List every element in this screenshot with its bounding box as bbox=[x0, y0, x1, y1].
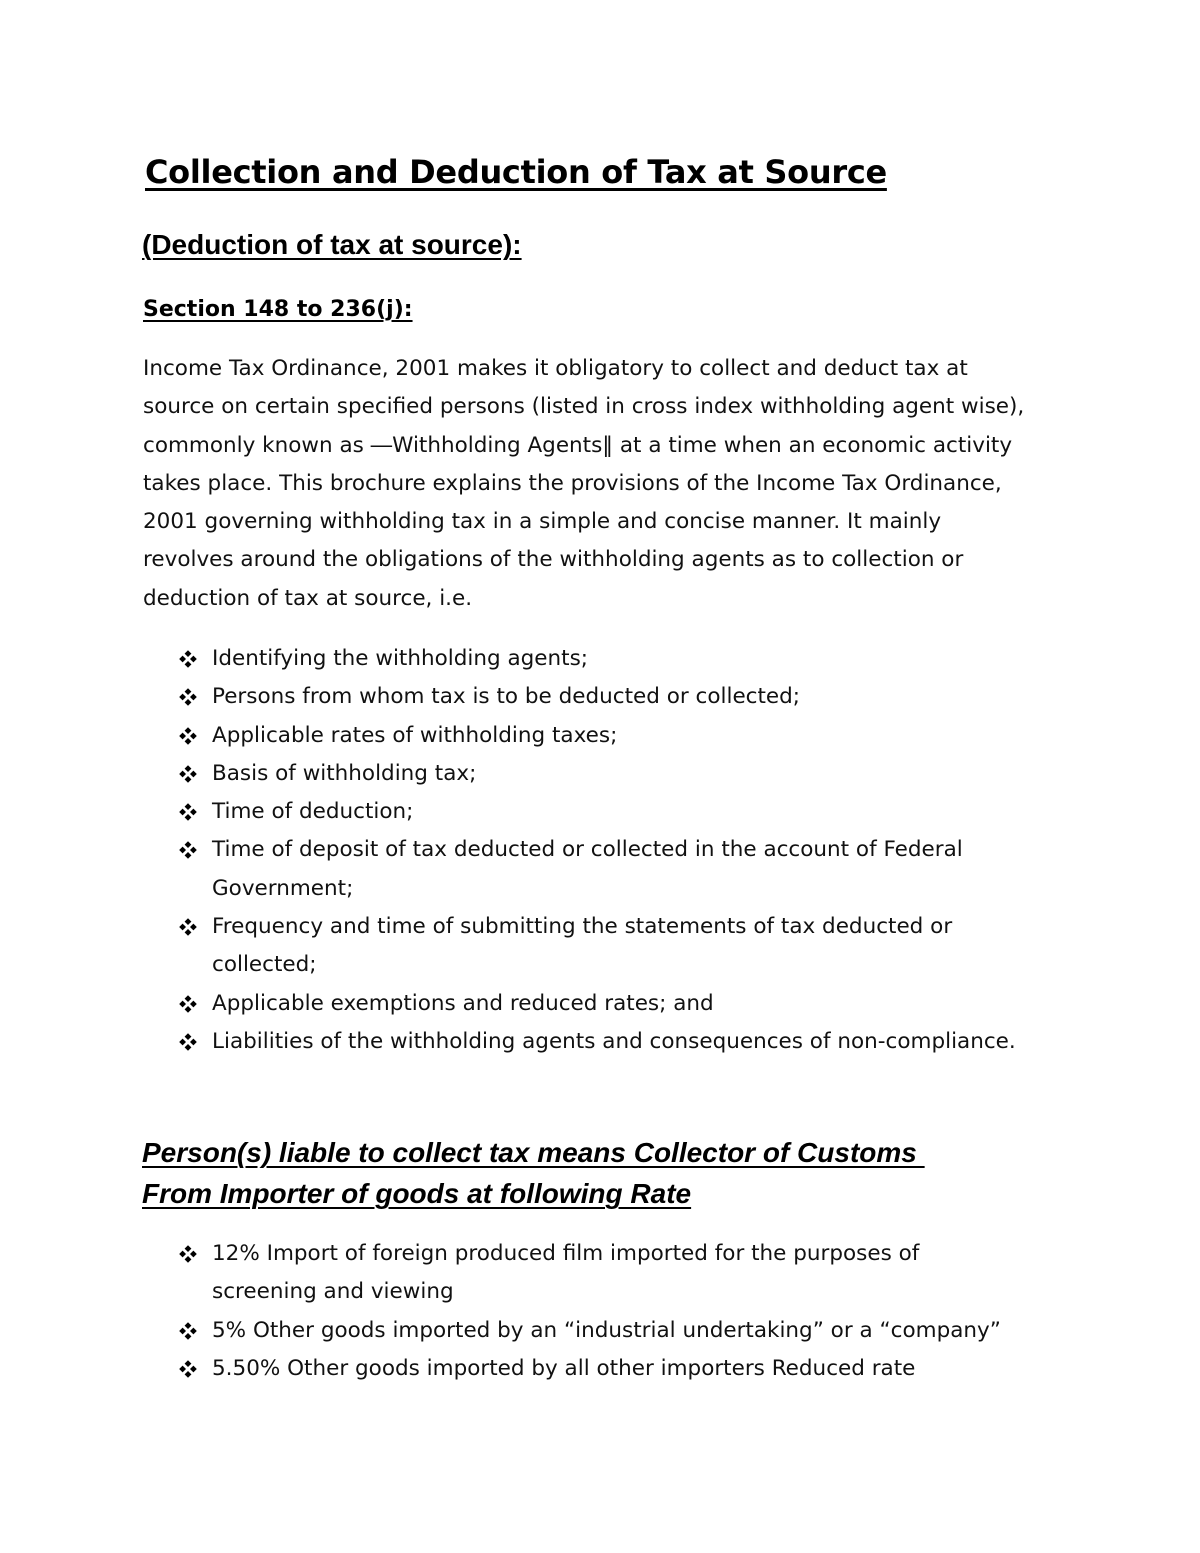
four-diamond-bullet-icon bbox=[177, 831, 199, 869]
heading-line: Person(s) liable to collect tax means Collector of Customs bbox=[142, 1137, 925, 1168]
list-item bbox=[143, 1023, 1103, 1061]
list-item-text: collected; bbox=[212, 952, 317, 978]
list-item bbox=[143, 678, 1103, 716]
four-diamond-bullet-icon bbox=[177, 640, 199, 678]
list-item bbox=[143, 831, 1103, 908]
intro-paragraph bbox=[143, 350, 1073, 618]
list-item-text: Frequency and time of submitting the statements of tax deducted or bbox=[212, 914, 953, 940]
list-item-text: Time of deduction; bbox=[212, 799, 414, 825]
list-item-text: Government; bbox=[212, 875, 354, 901]
four-diamond-bullet-icon bbox=[177, 985, 199, 1023]
list-item bbox=[143, 755, 1103, 793]
four-diamond-bullet-icon bbox=[177, 793, 199, 831]
list-item-text: screening and viewing bbox=[212, 1279, 454, 1305]
four-diamond-bullet-icon bbox=[177, 908, 199, 946]
four-diamond-bullet-icon bbox=[177, 755, 199, 793]
list-item bbox=[143, 908, 1103, 985]
document-subtitle: (Deduction of tax at source): bbox=[142, 229, 522, 260]
obligations-list bbox=[143, 640, 1103, 1061]
paragraph-line: deduction of tax at source, i.e. bbox=[143, 585, 473, 611]
paragraph-line: Income Tax Ordinance, 2001 makes it obligatory to collect and deduct tax at bbox=[143, 356, 968, 381]
list-item-text: Time of deposit of tax deducted or collected in the account of Federal bbox=[212, 837, 963, 863]
paragraph-line: 2001 governing withholding tax in a simple and concise manner. It mainly bbox=[143, 509, 942, 535]
heading-line: From Importer of goods at following Rate bbox=[142, 1178, 692, 1209]
four-diamond-bullet-icon bbox=[177, 1350, 199, 1388]
list-item-text: Liabilities of the withholding agents and consequences of non-compliance. bbox=[212, 1028, 1016, 1054]
list-item-text: Applicable exemptions and reduced rates; and bbox=[212, 990, 714, 1016]
four-diamond-bullet-icon bbox=[177, 1023, 199, 1061]
list-item bbox=[143, 1235, 1103, 1312]
list-item-text: 12% Import of foreign produced film imported for the purposes of bbox=[212, 1241, 920, 1266]
list-item-text: Applicable rates of withholding taxes; bbox=[212, 722, 618, 748]
paragraph-line: commonly known as ―Withholding Agents‖ at a time when an economic activity bbox=[143, 432, 1013, 458]
paragraph-line: revolves around the obligations of the withholding agents as to collection or bbox=[143, 547, 964, 573]
list-item-text: 5.50% Other goods imported by all other importers Reduced rate bbox=[212, 1355, 916, 1381]
four-diamond-bullet-icon bbox=[177, 678, 199, 716]
list-item bbox=[143, 717, 1103, 755]
document-title: Collection and Deduction of Tax at Source bbox=[145, 153, 887, 191]
import-rates-list bbox=[143, 1235, 1103, 1388]
list-item-text: Basis of withholding tax; bbox=[212, 760, 477, 786]
four-diamond-bullet-icon bbox=[177, 1235, 199, 1273]
four-diamond-bullet-icon bbox=[177, 717, 199, 755]
paragraph-line: takes place. This brochure explains the provisions of the Income Tax Ordinance, bbox=[143, 470, 1002, 496]
list-item bbox=[143, 793, 1103, 831]
list-item bbox=[143, 640, 1103, 678]
list-item bbox=[143, 985, 1103, 1023]
list-item bbox=[143, 1312, 1103, 1350]
section-heading: Section 148 to 236(j): bbox=[143, 297, 413, 322]
list-item-text: Identifying the withholding agents; bbox=[212, 646, 589, 671]
paragraph-line: source on certain specified persons (listed in cross index withholding agent wise), bbox=[143, 394, 1025, 420]
liable-persons-heading bbox=[142, 1132, 1102, 1214]
four-diamond-bullet-icon bbox=[177, 1312, 199, 1350]
list-item bbox=[143, 1350, 1103, 1388]
list-item-text: Persons from whom tax is to be deducted or collected; bbox=[212, 684, 801, 710]
list-item-text: 5% Other goods imported by an “industrial undertaking” or a “company” bbox=[212, 1317, 1001, 1343]
